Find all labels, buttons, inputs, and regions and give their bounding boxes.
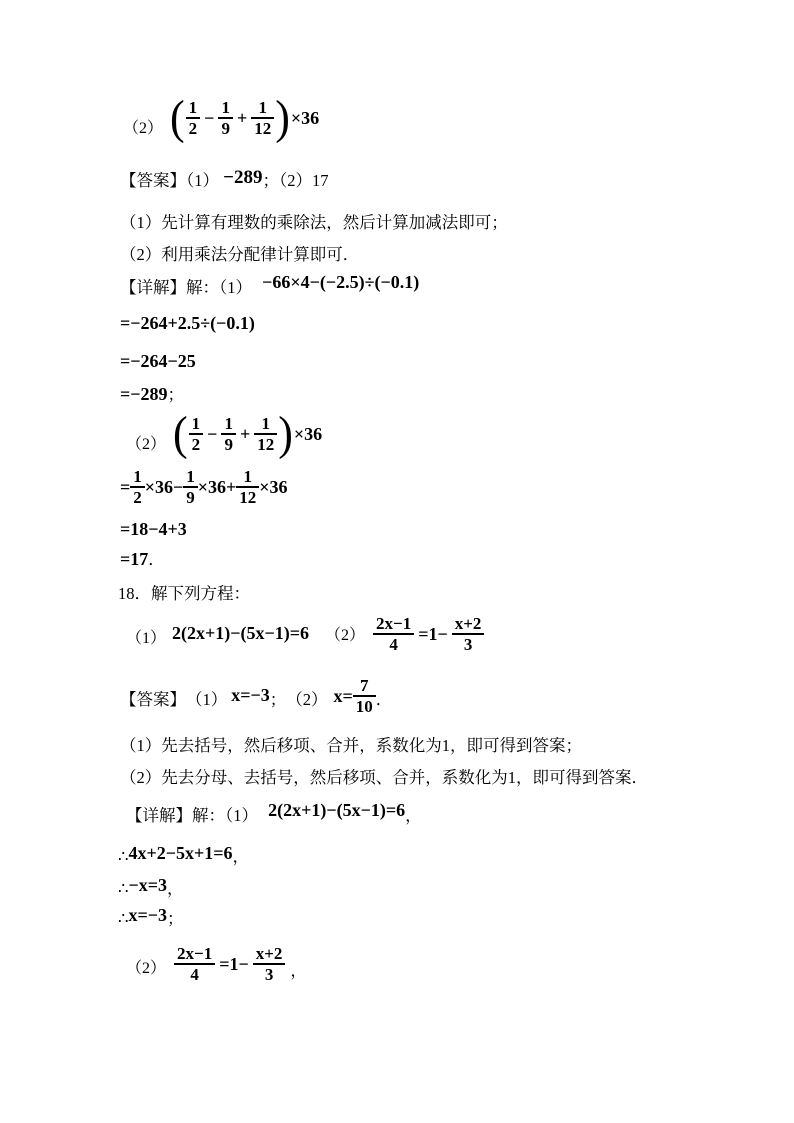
operator: − xyxy=(207,423,218,444)
result: =17 xyxy=(120,549,149,569)
numerator: 1 xyxy=(133,467,142,486)
q17-analysis-2: （2）利用乘法分配律计算即可． xyxy=(120,245,360,264)
fraction-expression xyxy=(169,91,320,144)
numerator: 1 xyxy=(261,414,270,433)
variable-equals: x= xyxy=(333,685,353,706)
separator: ； xyxy=(269,690,287,709)
q17-answer-line xyxy=(120,167,329,192)
close-paren: ) xyxy=(275,91,290,144)
q18-analysis-2: （2）先去分母、去括号，然后移项、合并，系数化为1，即可得到答案． xyxy=(120,768,648,787)
operator: + xyxy=(239,423,251,444)
operator: =1− xyxy=(219,953,249,974)
q18-step-3 xyxy=(118,907,184,930)
operator: ×36+ xyxy=(197,476,237,497)
fraction xyxy=(186,98,201,138)
punctuation: ， xyxy=(232,847,250,866)
numerator: 2x−1 xyxy=(177,944,213,963)
q18-title: 18．解下列方程： xyxy=(118,584,250,603)
denominator: 2 xyxy=(186,117,201,138)
answer-tag: 【答案】 xyxy=(120,690,186,709)
denominator: 12 xyxy=(254,433,277,454)
q17-given2-line xyxy=(123,91,320,144)
denominator: 10 xyxy=(353,695,376,716)
q18-detail-head xyxy=(126,800,422,827)
numerator: 1 xyxy=(188,98,198,117)
numerator: x+2 xyxy=(454,614,482,633)
denominator: 12 xyxy=(251,117,274,138)
denominator: 2 xyxy=(130,486,145,507)
multiplier: ×36 xyxy=(293,423,323,444)
q17-detail-head xyxy=(120,272,420,299)
answer-value-1: x=−3 xyxy=(231,685,270,705)
equation-2 xyxy=(373,614,484,654)
open-paren: ( xyxy=(173,407,188,460)
separator: ； xyxy=(262,171,279,190)
fraction xyxy=(373,614,414,654)
numerator: 1 xyxy=(243,467,253,486)
detail-tag: 【详解】 xyxy=(120,278,186,297)
numerator: x+2 xyxy=(255,944,283,963)
expression: −66×4−(−2.5)÷(−0.1) xyxy=(262,272,420,292)
close-paren: ) xyxy=(278,407,293,460)
therefore-symbol: ∴ xyxy=(118,847,129,866)
solve-label: 解： xyxy=(192,806,225,825)
numerator: 2x−1 xyxy=(376,614,412,633)
q17-step-3 xyxy=(120,384,184,406)
answer-value-1: −289 xyxy=(223,167,263,188)
q17-step-4: =18−4+3 xyxy=(120,519,187,539)
expression: 2(2x+1)−(5x−1)=6 xyxy=(268,800,406,820)
equation-1: 2(2x+1)−(5x−1)=6 xyxy=(172,623,310,643)
fraction xyxy=(251,98,274,138)
part-label: （2） xyxy=(325,627,366,644)
numerator: 1 xyxy=(186,467,195,486)
q18-detail2-line xyxy=(126,944,307,982)
fraction xyxy=(183,467,198,507)
part-label: （1） xyxy=(186,690,228,709)
punctuation: ； xyxy=(167,909,184,928)
fraction xyxy=(253,944,286,984)
numerator: 1 xyxy=(224,414,233,433)
punctuation: ． xyxy=(375,690,393,709)
punctuation: ； xyxy=(167,385,185,404)
answer-value-2: 17 xyxy=(311,171,329,190)
expression: 4x+2−5x+1=6 xyxy=(128,843,233,863)
q18-answer-line xyxy=(120,676,393,716)
answer-tag: 【答案】 xyxy=(120,171,186,190)
punctuation: ， xyxy=(405,806,422,825)
numerator: 1 xyxy=(221,98,230,117)
part-label: （2） xyxy=(278,171,312,190)
denominator: 9 xyxy=(218,117,233,138)
denominator: 2 xyxy=(189,433,204,454)
denominator: 9 xyxy=(183,486,198,507)
q17-step-2: =−264−25 xyxy=(120,351,196,371)
therefore-symbol: ∴ xyxy=(118,909,129,928)
q18-equations-line xyxy=(126,614,484,652)
q18-analysis-1: （1）先去括号，然后移项、合并，系数化为1，即可得到答案； xyxy=(120,736,582,755)
solve-label: 解： xyxy=(186,278,219,297)
fraction xyxy=(218,98,233,138)
therefore-symbol: ∴ xyxy=(118,879,129,898)
q17-step-1: =−264+2.5÷(−0.1) xyxy=(120,313,255,333)
fraction xyxy=(353,676,376,716)
q17-distribute-step xyxy=(120,467,288,507)
punctuation: ． xyxy=(148,550,165,569)
part-label: （2） xyxy=(123,120,164,137)
part-label: （2） xyxy=(126,436,167,453)
part-label: （1） xyxy=(225,806,258,825)
punctuation: ， xyxy=(290,961,307,980)
result: =−289 xyxy=(120,384,168,404)
q18-step-1 xyxy=(118,845,249,868)
expression: x=−3 xyxy=(128,905,168,925)
open-paren: ( xyxy=(170,91,185,144)
part-label: （2） xyxy=(126,960,167,977)
q17-detail2-line xyxy=(126,407,323,460)
fraction xyxy=(254,414,277,454)
denominator: 3 xyxy=(253,963,286,984)
fraction xyxy=(189,414,204,454)
fraction-expression xyxy=(172,407,323,460)
operator: − xyxy=(204,107,215,128)
part-label: （1） xyxy=(126,630,167,647)
denominator: 4 xyxy=(174,963,215,984)
denominator: 12 xyxy=(236,486,259,507)
equation-2 xyxy=(174,944,285,984)
numerator: 1 xyxy=(191,414,201,433)
denominator: 3 xyxy=(452,633,485,654)
punctuation: ， xyxy=(167,879,184,898)
fraction xyxy=(221,414,236,454)
part-label: （1） xyxy=(186,171,219,190)
multiplier: ×36 xyxy=(290,107,320,128)
expression: −x=3 xyxy=(128,875,168,895)
q17-analysis-1: （1）先计算有理数的乘除法，然后计算加减法即可； xyxy=(120,213,508,232)
fraction xyxy=(174,944,215,984)
numerator: 7 xyxy=(360,676,369,695)
q17-step-5 xyxy=(120,549,165,571)
denominator: 9 xyxy=(221,433,236,454)
operator: ×36 xyxy=(259,476,288,497)
detail-tag: 【详解】 xyxy=(126,806,192,825)
fraction xyxy=(236,467,259,507)
part-label: （2） xyxy=(286,690,328,709)
numerator: 1 xyxy=(258,98,267,117)
fraction xyxy=(452,614,485,654)
operator: + xyxy=(236,107,248,128)
part-label: （1） xyxy=(219,278,252,297)
q18-step-2 xyxy=(118,877,184,900)
denominator: 4 xyxy=(373,633,414,654)
answer-value-2 xyxy=(334,676,376,716)
operator: ×36− xyxy=(144,476,184,497)
equals: = xyxy=(120,476,131,497)
fraction xyxy=(130,467,145,507)
operator: =1− xyxy=(418,623,448,644)
